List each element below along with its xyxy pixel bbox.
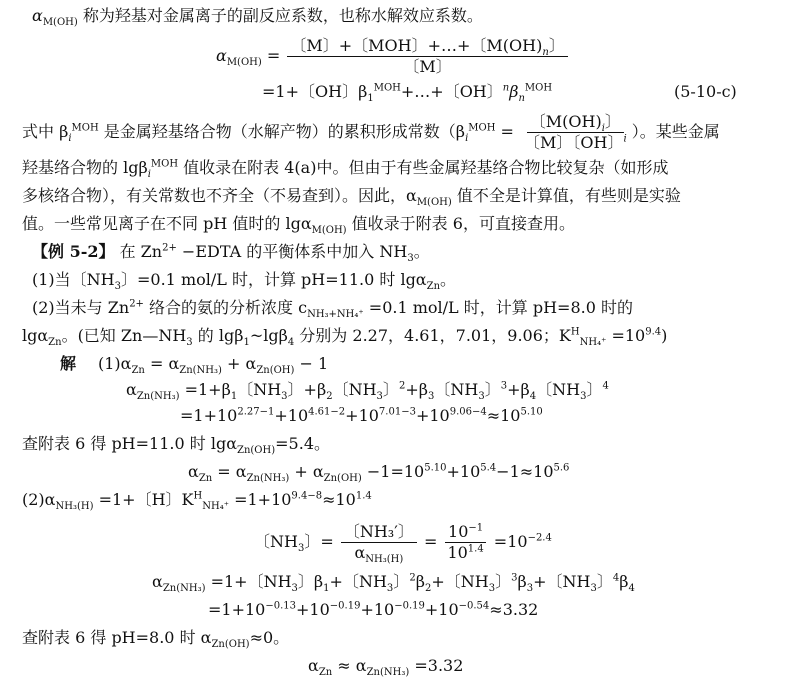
s8v: β <box>619 572 629 591</box>
intro-line <box>32 6 483 29</box>
ex-t1sub: 3 <box>407 253 414 265</box>
f2-num-base: 10 <box>448 522 469 541</box>
alpha-subscript: M(OH) <box>42 17 78 29</box>
s5g: 5.10 <box>424 462 447 474</box>
paragraph-line-2 <box>22 158 669 181</box>
s1b: = α <box>144 354 180 373</box>
eq2-beta: β <box>509 82 519 101</box>
s1d: + α <box>221 354 257 373</box>
s8l: +〔NH <box>431 572 489 591</box>
s6f: 9.4−8 <box>291 490 323 502</box>
q3-b: 。(已知 Zn—NH <box>61 326 187 345</box>
s2h: 〔NH <box>332 380 377 399</box>
s8r: +〔NH <box>533 572 591 591</box>
s9e: −0.19 <box>394 600 425 612</box>
s2c: 1 <box>230 391 238 403</box>
p3-a: 多核络合物），有关常数也不齐全（不易查到）。因此，α <box>22 186 417 205</box>
solution-step-2 <box>126 380 609 403</box>
s2p: 〕 <box>484 380 501 399</box>
p1-sub2: i <box>465 133 469 145</box>
ex-t1sup: 2+ <box>162 242 177 254</box>
s3f: +10 <box>415 406 450 425</box>
equation-number: (5-10-c) <box>674 82 737 101</box>
s5a: Zn <box>198 473 213 485</box>
q1-b: 〕=0.1 mol/L 时，计算 pH=11.0 时 lgα <box>121 270 427 289</box>
numerator-end: 〕 <box>548 36 565 55</box>
s8k: 2 <box>424 583 432 595</box>
s7: 〔NH <box>254 532 298 551</box>
ex-t1b: −EDTA 的平衡体系中加入 NH <box>176 242 408 261</box>
s9b: +10 <box>296 600 330 619</box>
s8w: 4 <box>628 583 635 595</box>
alpha-symbol: α <box>32 6 43 25</box>
s11d: =3.32 <box>409 656 464 675</box>
p3-sub: M(OH) <box>416 197 452 209</box>
solution-step-3 <box>180 406 543 426</box>
stability-constant-fraction <box>521 113 630 152</box>
solution-step-4 <box>188 462 570 485</box>
eq2-sub2: n <box>518 93 525 105</box>
s1c: Zn(NH₃) <box>179 365 222 377</box>
p1-a: 式中 β <box>22 122 69 141</box>
s6g: ≈10 <box>322 490 356 509</box>
s6a: NH₃(H) <box>55 501 94 513</box>
s8u: 4 <box>612 572 620 584</box>
s7c: =10 <box>488 532 528 551</box>
s5j: −1≈10 <box>496 462 554 481</box>
s8i: 2 <box>409 572 416 584</box>
jie-label: 解 <box>60 354 77 373</box>
s11c: Zn(NH₃) <box>366 667 410 679</box>
intro-text: 称为羟基对金属离子的副反应系数，也称水解效应系数。 <box>77 6 483 25</box>
q2-sub: NH₃+NH₄⁺ <box>307 309 364 321</box>
s5c: Zn(NH₃) <box>246 473 290 485</box>
eq2-text: =1+〔OH〕β <box>262 82 368 101</box>
s9c: −0.19 <box>329 600 361 612</box>
s2i: 3 <box>376 391 383 403</box>
s2s: 4 <box>529 391 537 403</box>
s8d: 〕β <box>297 572 324 591</box>
s10b: ≈0。 <box>249 628 290 647</box>
s2g: 2 <box>326 391 333 403</box>
p1-b: 是金属羟基络合物（水解产物）的累积形成常数（β <box>98 122 466 141</box>
numerator-sub: n <box>542 47 549 59</box>
s3d: +10 <box>345 406 379 425</box>
s2u: 3 <box>580 391 587 403</box>
q3-sub2: 3 <box>186 337 193 349</box>
p1-d: ）。某些金属 <box>631 122 720 141</box>
ex-t1c: 。 <box>413 242 430 261</box>
s6: (2)α <box>22 490 56 509</box>
s3c: 4.61−2 <box>308 406 346 418</box>
numeric-fraction <box>444 523 486 562</box>
paragraph-line-4 <box>22 214 575 237</box>
s7a: 3 <box>297 543 305 555</box>
s2m: 3 <box>427 391 435 403</box>
s8o: 3 <box>511 572 518 584</box>
s2j: 〕 <box>382 380 399 399</box>
s11b: ≈ α <box>332 656 367 675</box>
s11a: Zn <box>318 667 333 679</box>
p2-a: 羟基络合物的 lgβ <box>22 158 148 177</box>
p4-a: 值。一些常见离子在不同 pH 值时的 lgα <box>22 214 312 233</box>
p4-b: 值收录于附表 6，可直接查用。 <box>346 214 575 233</box>
solution-step-5 <box>22 490 372 513</box>
p1-sup2: MOH <box>468 122 496 134</box>
s3b: +10 <box>274 406 309 425</box>
s8: α <box>152 572 163 591</box>
q1-sub2: Zn <box>426 281 441 293</box>
s5h: +10 <box>446 462 481 481</box>
q3-f: =10 <box>606 326 646 345</box>
s2b: =1+β <box>179 380 231 399</box>
p4-sub: M(OH) <box>311 225 347 237</box>
s2w: 4 <box>602 380 609 392</box>
solution-lookup-2 <box>22 628 290 651</box>
s5k: 5.6 <box>553 462 570 474</box>
eq-lhs-alpha: α <box>216 46 227 65</box>
s3i: 5.10 <box>520 406 543 418</box>
fraction-numerator <box>287 37 567 57</box>
s9g: −0.54 <box>458 600 490 612</box>
s2k: 2 <box>398 380 406 392</box>
p3-b: 值不全是计算值，有些则是实验 <box>451 186 681 205</box>
q3-sub4: 4 <box>287 337 295 349</box>
s3e: 7.01−3 <box>378 406 416 418</box>
s8m: 3 <box>488 583 496 595</box>
s7d: −2.4 <box>527 532 552 544</box>
q3-sup5: H <box>570 326 580 338</box>
s6e: =1+10 <box>228 490 292 509</box>
s8a: Zn(NH₃) <box>162 583 206 595</box>
f2-den <box>444 543 486 562</box>
s9f: +10 <box>424 600 459 619</box>
s4: 查附表 6 得 pH=11.0 时 lgα <box>22 434 238 453</box>
sc-den-sup: i <box>623 133 627 145</box>
s2n: 〔NH <box>434 380 479 399</box>
p2-sub: i <box>147 169 151 181</box>
s2v: 〕 <box>586 380 603 399</box>
paragraph-line-1 <box>22 112 720 152</box>
s1a: Zn <box>131 365 145 377</box>
f2-num-sup: −1 <box>468 522 484 534</box>
numerator-text: 〔M〕+〔MOH〕+…+〔M(OH) <box>290 36 543 55</box>
s1e: Zn(OH) <box>256 365 295 377</box>
s2f: 〕+β <box>287 380 327 399</box>
q2-b: 络合的氨的分析浓度 c <box>143 298 308 317</box>
p1-sub: i <box>68 133 72 145</box>
sc-num-sub: i <box>601 123 605 135</box>
f2-den-base: 10 <box>447 543 468 562</box>
example-label: 【例 5-2】 <box>32 242 115 261</box>
q3-sub: Zn <box>48 337 62 349</box>
s2o: 3 <box>478 391 485 403</box>
s8j: β <box>415 572 425 591</box>
q3-d: ~lgβ <box>249 326 288 345</box>
example-question-2-cont <box>22 326 668 349</box>
q2-sup: 2+ <box>129 298 144 310</box>
p2-sup: MOH <box>150 158 179 170</box>
s8c: 3 <box>291 583 298 595</box>
s2t: 〔NH <box>536 380 581 399</box>
solution-result <box>308 656 464 679</box>
solution-step-7 <box>152 572 635 595</box>
s6b: =1+〔H〕K <box>93 490 194 509</box>
q3-c: 的 lgβ <box>192 326 244 345</box>
s8e: 1 <box>323 583 330 595</box>
s6c: H <box>193 490 203 502</box>
s2e: 3 <box>281 391 288 403</box>
equation-alpha-expansion <box>262 82 553 105</box>
eq2-sub1: 1 <box>367 93 374 105</box>
q2-c: =0.1 mol/L 时，计算 pH=8.0 时的 <box>363 298 633 317</box>
q1-sub: 3 <box>114 281 121 293</box>
s9d: +10 <box>360 600 395 619</box>
sc-den-text: 〔M〕〔OH〕 <box>524 133 624 152</box>
s5: α <box>188 462 199 481</box>
q3-sub3: 1 <box>243 337 250 349</box>
equation-alpha-definition <box>216 36 570 76</box>
sc-num-text: 〔M(OH) <box>529 112 602 131</box>
s1f: − 1 <box>294 354 329 373</box>
example-title-line <box>32 242 430 265</box>
s6d: NH₄⁺ <box>202 501 229 513</box>
q3-sub5: NH₄⁺ <box>579 337 607 349</box>
s8g: 3 <box>386 583 394 595</box>
s1: (1)α <box>98 354 132 373</box>
fraction-denominator: 〔M〕 <box>403 57 452 76</box>
q3-e: 分别为 2.27，4.61，7.01，9.06；K <box>294 326 571 345</box>
s8t: 〕 <box>596 572 613 591</box>
p2-b: 值收录在附表 4(a)中。但由于有些金属羟基络合物比较复杂（如形成 <box>178 158 669 177</box>
solution-step-8 <box>208 600 538 620</box>
q1-c: 。 <box>440 270 457 289</box>
s2: α <box>126 380 137 399</box>
eq2-sup1: MOH <box>373 82 401 94</box>
s2q: 3 <box>500 380 508 392</box>
s8b: =1+〔NH <box>205 572 292 591</box>
s8p: β <box>517 572 527 591</box>
q3-sup6: 9.4 <box>645 326 662 338</box>
equation-fraction <box>287 37 567 76</box>
s9h: ≈3.32 <box>489 600 539 619</box>
solution-step-1 <box>98 354 329 377</box>
q1-a: (1)当〔NH <box>32 270 115 289</box>
q3-g: ) <box>661 326 668 345</box>
s4a: Zn(OH) <box>237 445 276 457</box>
paragraph-line-3 <box>22 186 681 209</box>
s3h: ≈10 <box>486 406 521 425</box>
eq-lhs-sub: M(OH) <box>226 57 262 69</box>
s2a: Zn(NH₃) <box>136 391 180 403</box>
s3a: 2.27−1 <box>237 406 275 418</box>
s7b: 〕= <box>304 532 339 551</box>
s2d: 〔NH <box>237 380 282 399</box>
eq2-supn: n <box>502 82 510 94</box>
eq2-sup2: MOH <box>524 82 553 94</box>
p1-sup: MOH <box>71 122 99 134</box>
s11: α <box>308 656 319 675</box>
f2-num <box>445 523 486 543</box>
q3-a: lgα <box>22 326 49 345</box>
solution-label <box>60 354 76 374</box>
s3: =1+10 <box>180 406 238 425</box>
s2l: +β <box>405 380 428 399</box>
f1-den <box>351 543 406 566</box>
s8n: 〕 <box>495 572 512 591</box>
p1-c: = <box>495 122 520 141</box>
s5e: Zn(OH) <box>323 473 362 485</box>
s5b: = α <box>212 462 247 481</box>
eq-equals: = <box>261 46 286 65</box>
f1-den-alpha: α <box>354 543 366 562</box>
s8s: 3 <box>590 583 597 595</box>
s3g: 9.06−4 <box>449 406 487 418</box>
q2-a: (2)当未与 Zn <box>32 298 130 317</box>
s10a: Zn(OH) <box>211 639 250 651</box>
s10: 查附表 6 得 pH=8.0 时 α <box>22 628 212 647</box>
free-ammonia-fraction <box>341 522 417 566</box>
s8f: +〔NH <box>329 572 387 591</box>
s2r: +β <box>507 380 530 399</box>
eq2-mid: +…+〔OH〕 <box>400 82 503 101</box>
sc-num-end: 〕 <box>604 112 621 131</box>
s6h: 1.4 <box>355 490 372 502</box>
s8h: 〕 <box>393 572 410 591</box>
solution-step-6: 〔$NH_3$〕= $\frac{\text{〔NH₃′〕}}{\alpha_{NH_3(H)}}$ = $\frac{10^{-1}}{10^{1.4}}$ $=10^{-2.4}$ <box>254 522 552 566</box>
s9: =1+10 <box>208 600 266 619</box>
example-question-2 <box>32 298 633 321</box>
s4b: =5.4。 <box>275 434 330 453</box>
f1-den-sub: NH₃(H) <box>365 554 404 566</box>
f2-den-sup: 1.4 <box>467 543 484 555</box>
s5i: 5.4 <box>480 462 497 474</box>
s8q: 3 <box>526 583 534 595</box>
s5f: −1=10 <box>361 462 425 481</box>
example-question-1 <box>32 270 457 293</box>
s9a: −0.13 <box>265 600 297 612</box>
s5d: + α <box>289 462 324 481</box>
sc-denominator <box>521 133 630 152</box>
ex-t1: 在 Zn <box>114 242 163 261</box>
sc-numerator <box>527 113 624 133</box>
f1-num: 〔NH₃′〕 <box>341 523 417 543</box>
solution-lookup-1 <box>22 434 330 457</box>
